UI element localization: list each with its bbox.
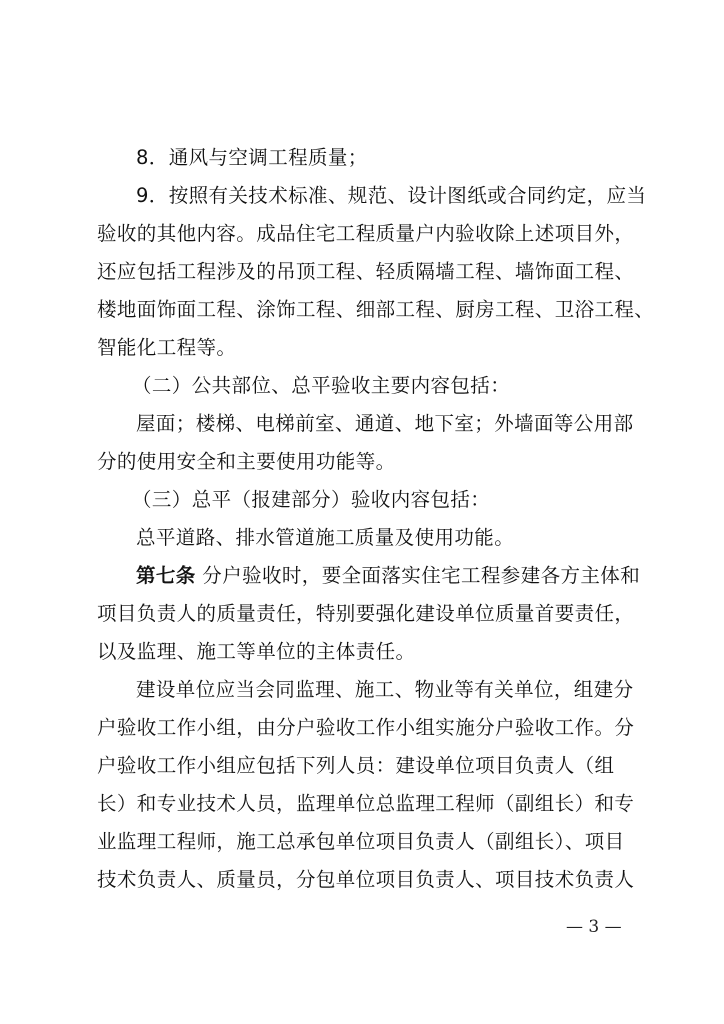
text-line-5: 楼地面饰面工程、涂饰工程、细部工程、厨房工程、卫浴工程、 <box>97 298 655 321</box>
text-line-20: 技术负责人、质量员，分包单位项目负责人、项目技术负责人 <box>97 868 635 891</box>
section-heading-3: （三）总平（报建部分）验收内容包括： <box>132 488 491 511</box>
text-line-16: 户验收工作小组，由分户验收工作小组实施分户验收工作。分 <box>97 716 635 739</box>
text-line-15: 建设单位应当会同监理、施工、物业等有关单位，组建分 <box>136 678 634 701</box>
text-line-1: 8．通风与空调工程质量； <box>136 146 368 169</box>
text-line-14: 以及监理、施工等单位的主体责任。 <box>97 640 416 663</box>
page-number: — 3 — <box>566 917 622 937</box>
text-line-9: 分的使用安全和主要使用功能等。 <box>97 450 396 473</box>
text-line-13: 项目负责人的质量责任，特别要强化建设单位质量首要责任， <box>97 602 635 625</box>
article-7-text: 分户验收时，要全面落实住宅工程参建各方主体和 <box>195 564 641 587</box>
article-7-label: 第七条 <box>136 564 196 587</box>
article-7-first-line <box>136 562 640 590</box>
text-line-11: 总平道路、排水管道施工质量及使用功能。 <box>136 526 515 549</box>
text-line-4: 还应包括工程涉及的吊顶工程、轻质隔墙工程、墙饰面工程、 <box>97 260 635 283</box>
text-line-8: 屋面；楼梯、电梯前室、通道、地下室；外墙面等公用部 <box>136 412 634 435</box>
text-line-3: 验收的其他内容。成品住宅工程质量户内验收除上述项目外， <box>97 222 635 245</box>
section-heading-2: （二）公共部位、总平验收主要内容包括： <box>132 374 511 397</box>
text-line-19: 业监理工程师，施工总承包单位项目负责人（副组长）、项目 <box>97 830 625 853</box>
text-line-6: 智能化工程等。 <box>97 336 237 359</box>
text-line-18: 长）和专业技术人员，监理单位总监理工程师（副组长）和专 <box>97 792 635 815</box>
text-line-17: 户验收工作小组应包括下列人员：建设单位项目负责人（组 <box>97 754 615 777</box>
text-line-2: 9．按照有关技术标准、规范、设计图纸或合同约定，应当 <box>136 184 647 207</box>
